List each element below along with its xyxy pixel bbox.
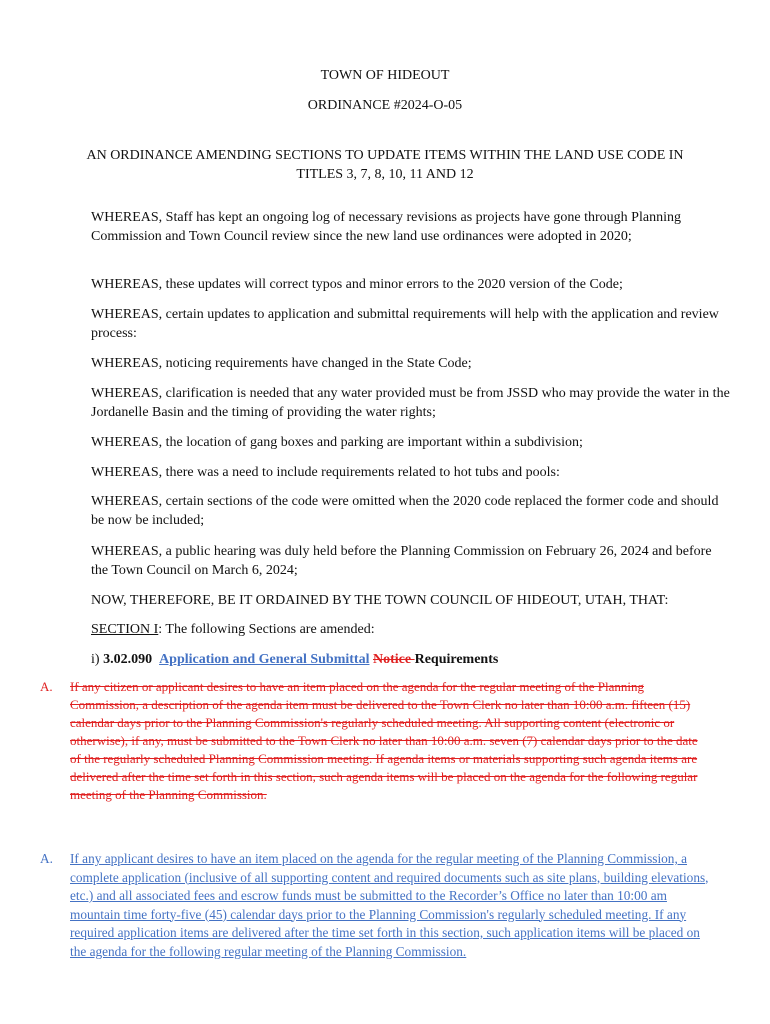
- ordinance-title-line-2: TITLES 3, 7, 8, 10, 11 AND 12: [296, 167, 474, 182]
- whereas-clause: WHEREAS, noticing requirements have changed in the State Code;: [91, 356, 472, 371]
- now-therefore-clause: NOW, THEREFORE, BE IT ORDAINED BY THE TOWN COUNCIL OF HIDEOUT, UTAH, THAT:: [91, 593, 669, 608]
- deleted-paragraph-text: If any citizen or applicant desires to have an item placed on the agenda for the regular meeting of the Planning Commission, a description of the agenda item must be delivered to the Town Clerk no later than 10:00 a.m. fifteen (15) calendar days prior to the Planning Commission's regularly scheduled meeting. All supporting content (electronic or otherwise), if any, must be submitted to the Town Clerk no later than 10:00 a.m. seven (7) calendar days prior to the date of the regularly scheduled Planning Commission meeting. If agenda items or materials supporting such agenda items are delivered after the time set forth in this section, such agenda items will be placed on the agenda for the following regular meeting of the Planning Commission.: [70, 679, 698, 802]
- ordinance-number: ORDINANCE #2024-O-05: [307, 98, 463, 113]
- whereas-clause: WHEREAS, these updates will correct typos and minor errors to the 2020 version of the Code;: [91, 277, 623, 292]
- whereas-clause: WHEREAS, the location of gang boxes and parking are important within a subdivision;: [91, 435, 583, 450]
- inserted-paragraph-marker: A.: [40, 851, 53, 866]
- whereas-clause: WHEREAS, a public hearing was duly held before the Planning Commission on February 26, 2024 and before the Town Council on March 6, 2024;: [91, 544, 712, 578]
- whereas-clause: WHEREAS, certain updates to application and submittal requirements will help with the application and review process:: [91, 307, 719, 341]
- amended-item-heading: [91, 650, 731, 669]
- section-heading: [91, 620, 731, 639]
- item-number: 3.02.090: [103, 652, 153, 667]
- item-title-rest: Requirements: [414, 652, 499, 667]
- whereas-clause: WHEREAS, clarification is needed that any water provided must be from JSSD who may provide the water in the Jordanelle Basin and the timing of providing the water rights;: [91, 386, 730, 420]
- town-name: TOWN OF HIDEOUT: [320, 68, 450, 83]
- item-prefix: i): [91, 652, 104, 667]
- deleted-title-text: Notice: [372, 652, 415, 667]
- section-text: : The following Sections are amended:: [158, 622, 375, 637]
- deleted-paragraph-marker: A.: [40, 679, 53, 694]
- inserted-paragraph-text: If any applicant desires to have an item placed on the agenda for the regular meeting of the Planning Commission, a complete application (inclusive of all supporting content and required documents such as site plans, building elevations, etc.) and all associated fees and escrow funds must be submitted to the Recorder’s Office no later than 10:00 am mountain time forty-five (45) calendar days prior to the Planning Commission's regularly scheduled meeting. If any required application items are delivered after the time set forth in this section, such application items will be placed on the agenda for the following regular meeting of the Planning Commission.: [70, 851, 709, 959]
- inserted-title-text: Application and General Submittal: [159, 652, 370, 667]
- section-label: SECTION I: [91, 622, 159, 637]
- whereas-clause: WHEREAS, there was a need to include requirements related to hot tubs and pools:: [91, 465, 560, 480]
- ordinance-title-line-1: AN ORDINANCE AMENDING SECTIONS TO UPDATE ITEMS WITHIN THE LAND USE CODE IN: [86, 148, 684, 163]
- whereas-clause: WHEREAS, certain sections of the code were omitted when the 2020 code replaced the former code and should be now be included;: [91, 494, 719, 528]
- whereas-clause: WHEREAS, Staff has kept an ongoing log of necessary revisions as projects have gone through Planning Commission and Town Council review since the new land use ordinances were adopted in 2020;: [91, 210, 681, 244]
